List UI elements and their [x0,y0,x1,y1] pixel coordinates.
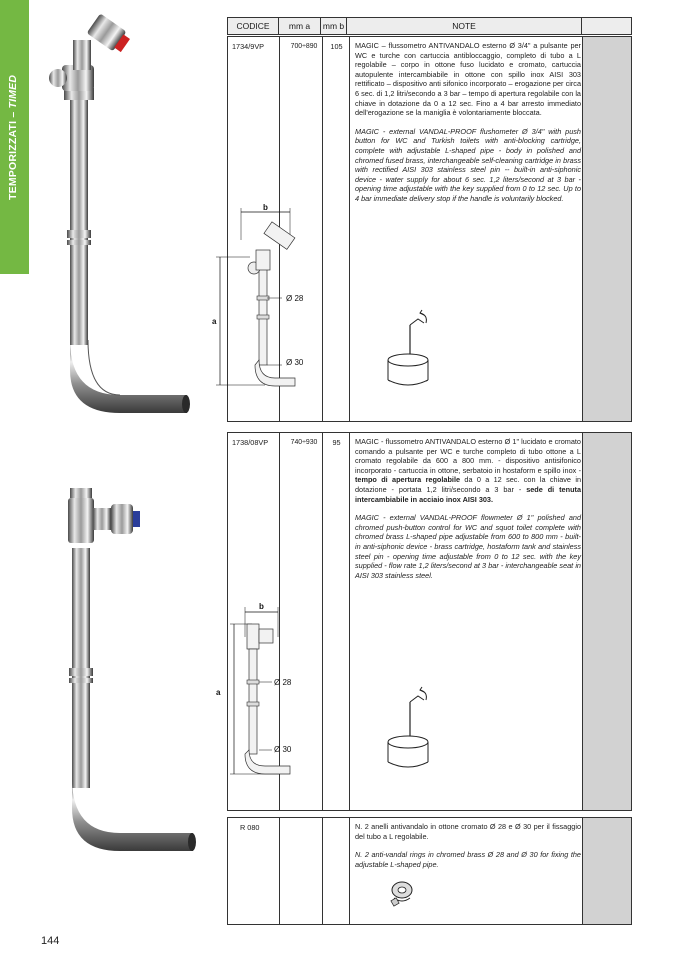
category-label-en: TIMED [7,74,19,109]
product-code: 1734/9VP [232,42,265,51]
product-mm-a: 700÷890 [290,43,318,50]
dim-diameter-30: Ø 30 [286,358,304,367]
product-photo-flushometer-34 [40,10,200,425]
dim-a-label: a [212,317,217,326]
dimension-diagram-1 [210,200,320,395]
product-note [355,437,581,589]
note-italian: N. 2 anelli antivandalo in ottone cromato Ø 28 e Ø 30 per il fissaggio del tubo a L regolabile. [355,822,581,841]
product-code: R 080 [240,823,260,832]
product-photo-flushometer-1 [55,488,205,858]
dim-b-label: b [259,602,264,611]
anti-vandal-ring-icon [384,878,420,912]
product-mm-b: 95 [332,438,341,447]
product-note [355,822,581,878]
note-english: MAGIC - external VANDAL-PROOF flowmeter Ø 1" polished and chromed push-button control for WC and squot toilet complete with chromed brass L-shaped pipe adjustable from 600 to 800 mm - built-in anti-siphonic device - brass cartridge, hostaform tank and stainless steel pin - opening time adjustable from 0 to 12 sec. with the key supplied - flow rate 1,2 liters/second at 3 bar - interchangeable seat in AISI 303 stainless steel. [355,513,581,580]
product-note [355,41,581,213]
note-english: MAGIC - external VANDAL-PROOF flushometer Ø 3/4" with push button for WC and Turkish toilets with anti-blocking cartridge, complete with adjustable L-shaped pipe - body in polished and chromed fused brass, interchangeable self-cleaning cartridge in brass with rectified AISI 303 stainless steel pin -- built-in anti-siphonic device - water supply for about 6 sec. 1,2 liters/second at 3 bar - opening time adjustable with the key supplied from 0 to 12 sec. Up to 4 bar immediate delivery stop if the handle is voluntarily blocked. [355,126,581,203]
note-italian: MAGIC - flussometro ANTIVANDALO esterno Ø 1" lucidato e cromato comando a pulsante per WC e turche completo di tubo ottone a L cromato regolabile da 600 a 800 mm. - dispositivo antisifonico incorporato - cartuccia in ottone, serbatoio in hostaform e spillo inox - tempo di apertura regolabile da 0 a 12 sec. con la chiave in dotazione - portata 1,2 litri/secondo a 3 bar - sede di tenuta intercambiabile in acciaio inox AISI 303. [355,437,582,504]
product-mm-a: 740÷930 [290,439,318,446]
table-header [227,17,632,35]
dim-a-label: a [216,688,221,697]
header-extra [582,18,631,34]
dim-diameter-28: Ø 28 [274,678,292,687]
category-label: TEMPORIZZATI [7,120,19,200]
header-mm-b: mm b [321,18,347,34]
category-side-tab: TEMPORIZZATI – TIMED [0,0,29,274]
note-italian: MAGIC – flussometro ANTIVANDALO esterno Ø 3/4" a pulsante per WC e turche con cartuccia antibloccaggio, completo di tubo a L regolabile – corpo in ottone fuso lucidato e cromato, cartuccia autopulente intercambiabile in ottone con spillo inox AISI 303 rettificato – dispositivo anti sifonico incorporato – erogazione per circa 6 sec. di 1,2 litri/secondo a 3 bar – tempo di apertura regolabile con la chiave in dotazione da 0 a 12 sec. Fino a 4 bar arresto immediato dell'erogazione se la maniglia è volontariamente bloccata. [355,41,581,118]
header-note: NOTE [347,18,582,34]
timer-adjustment-icon [380,305,440,390]
note-english: N. 2 anti-vandal rings in chromed brass Ø 28 and Ø 30 for fixing the adjustable L-shaped pipe. [355,850,581,869]
header-mm-a: mm a [279,18,321,34]
product-row [227,817,632,925]
dim-b-label: b [263,203,268,212]
dim-diameter-28: Ø 28 [286,294,304,303]
page-number: 144 [41,935,60,947]
header-codice: CODICE [228,18,279,34]
timer-adjustment-icon [380,682,440,772]
product-mm-b: 105 [330,42,343,51]
dim-diameter-30: Ø 30 [274,745,292,754]
dimension-diagram-2 [210,592,320,782]
product-code: 1738/08VP [232,438,269,447]
